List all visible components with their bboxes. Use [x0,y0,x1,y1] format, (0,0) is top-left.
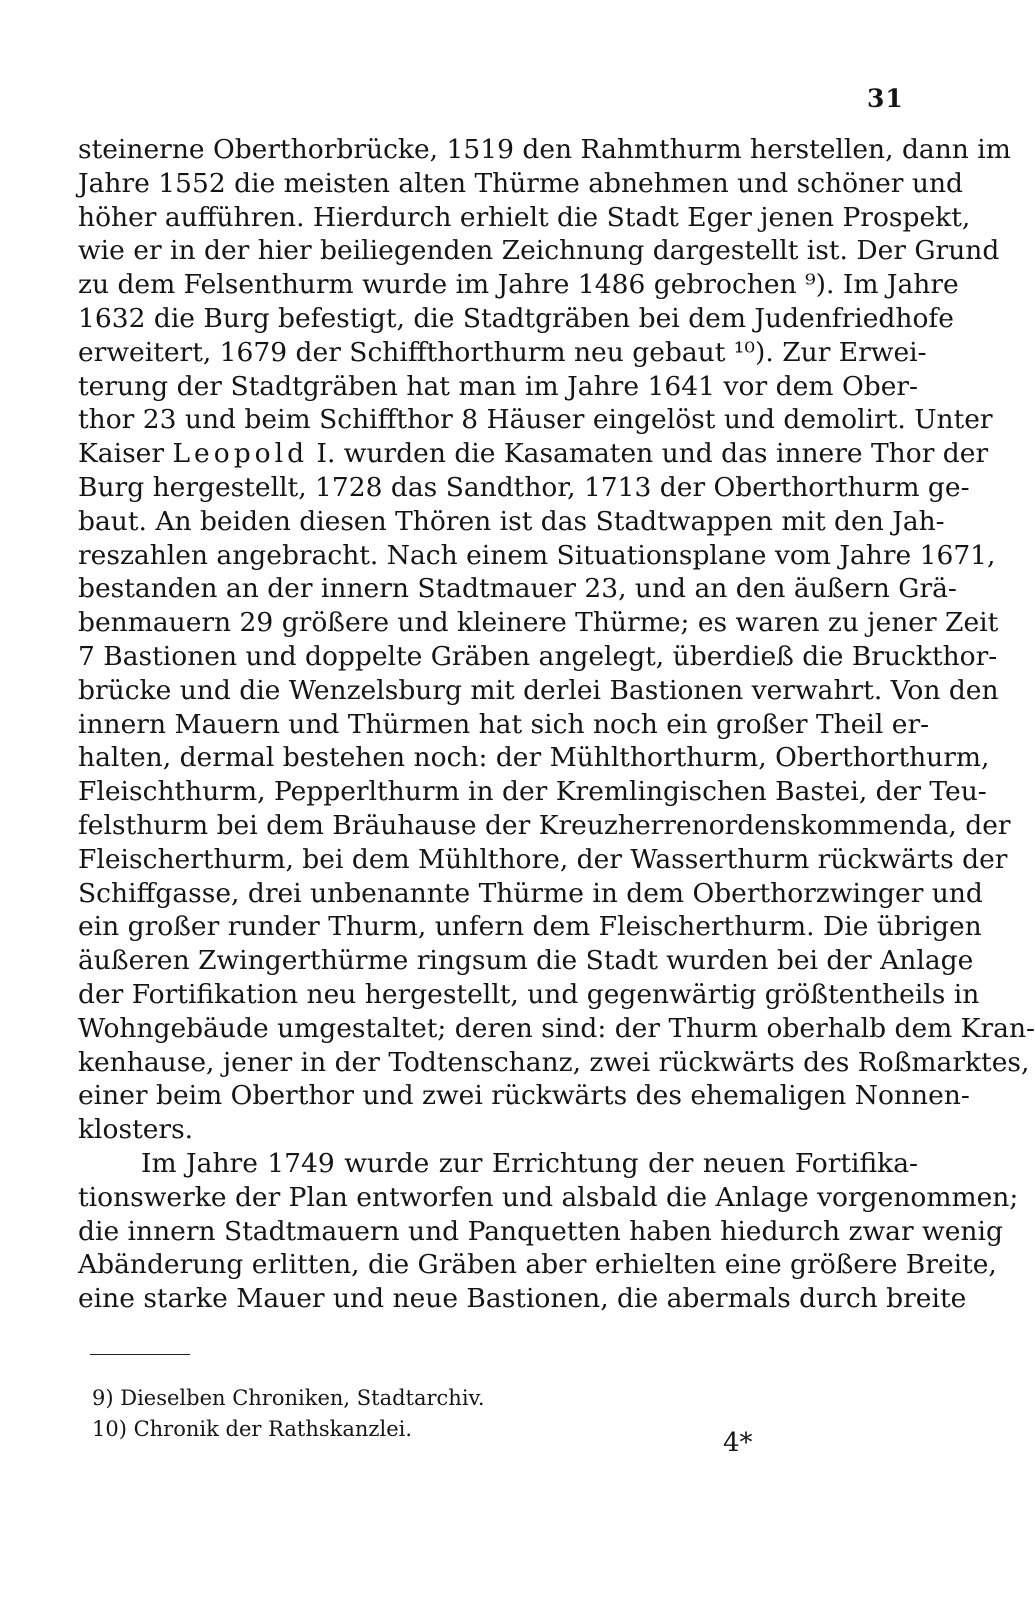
text-line: Abänderung erlitten, die Gräben aber erhielten eine größere Breite, [78,1249,997,1281]
text-line: felsthurm bei dem Bräuhause der Kreuzherrenordenskommenda, der [78,809,1011,841]
text-line: baut. An beiden diesen Thören ist das Stadtwappen mit den Jah- [78,505,945,537]
footnotes [92,1383,792,1445]
text-fragment: I. wurden die Kasamaten und das innere Thor der [308,438,989,470]
page-number: 31 [867,84,904,113]
text-line: halten, dermal bestehen noch: der Mühlthorthurm, Oberthorthurm, [78,742,990,774]
footnote-divider [90,1354,190,1355]
signature-mark: 4* [723,1428,753,1458]
text-line: benmauern 29 größere und kleinere Thürme; es waren zu jener Zeit [78,607,999,639]
text-line: Schiffgasse, drei unbenannte Thürme in dem Oberthorzwinger und [78,877,983,909]
text-line: wie er in der hier beiliegenden Zeichnung dargestellt ist. Der Grund [78,235,1000,267]
footnote-10: 10) Chronik der Rathskanzlei. [92,1417,413,1441]
text-line: Burg hergestellt, 1728 das Sandthor, 1713 der Oberthorthurm ge- [78,471,970,503]
text-line: ein großer runder Thurm, unfern dem Fleischerthurm. Die übrigen [78,911,982,943]
text-line: kenhause, jener in der Todtenschanz, zwei rückwärts des Roßmarktes, [78,1046,1030,1078]
text-line: eine starke Mauer und neue Bastionen, die abermals durch breite [78,1283,967,1315]
text-line: zu dem Felsenthurm wurde im Jahre 1486 gebrochen ⁹). Im Jahre [78,269,959,301]
text-line [78,437,989,471]
text-line: thor 23 und beim Schiffthor 8 Häuser eingelöst und demolirt. Unter [78,404,993,436]
text-line: terung der Stadtgräben hat man im Jahre 1641 vor dem Ober- [78,370,918,402]
text-line: brücke und die Wenzelsburg mit derlei Bastionen verwahrt. Von den [78,674,999,706]
text-line: tionswerke der Plan entworfen und alsbald die Anlage vorgenommen; [78,1181,1019,1213]
text-line: 1632 die Burg befestigt, die Stadtgräben bei dem Judenfriedhofe [78,302,954,334]
footnote-9: 9) Dieselben Chroniken, Stadtarchiv. [92,1386,485,1410]
text-line: erweitert, 1679 der Schiffthorthurm neu gebaut ¹⁰). Zur Erwei- [78,336,927,368]
text-line: steinerne Oberthorbrücke, 1519 den Rahmthurm herstellen, dann im [78,134,1011,165]
paragraph-start-line: Im Jahre 1749 wurde zur Errichtung der neuen Fortifika- [141,1147,918,1179]
paragraph-end-line: klosters. [78,1114,194,1146]
text-line: äußeren Zwingerthürme ringsum die Stadt wurden bei der Anlage [78,945,974,977]
text-line: Fleischerthurm, bei dem Mühlthore, der Wasserthurm rückwärts der [78,843,1008,875]
emperor-name: Leopold [172,438,309,470]
text-line: Wohngebäude umgestaltet; deren sind: der Thurm oberhalb dem Kran- [78,1012,1035,1044]
text-line: Jahre 1552 die meisten alten Thürme abnehmen und schöner und [78,167,963,199]
text-line: innern Mauern und Thürmen hat sich noch ein großer Theil er- [78,708,930,740]
text-line: Fleischthurm, Pepperlthurm in der Kremlingischen Bastei, der Teu- [78,776,987,808]
text-fragment: Kaiser [78,438,173,470]
text-line: die innern Stadtmauern und Panquetten haben hiedurch zwar wenig [78,1215,1003,1247]
text-line: bestanden an der innern Stadtmauer 23, und an den äußern Grä- [78,573,957,605]
text-line: einer beim Oberthor und zwei rückwärts des ehemaligen Nonnen- [78,1080,970,1112]
text-line: der Fortifikation neu hergestellt, und gegenwärtig größtentheils in [78,978,980,1010]
text-line: reszahlen angebracht. Nach einem Situationsplane vom Jahre 1671, [78,539,996,571]
text-line: höher aufführen. Hierdurch erhielt die Stadt Eger jenen Prospekt, [78,201,971,233]
body-text [78,133,1035,1316]
text-line: 7 Bastionen und doppelte Gräben angelegt, überdieß die Bruckthor- [78,640,998,672]
